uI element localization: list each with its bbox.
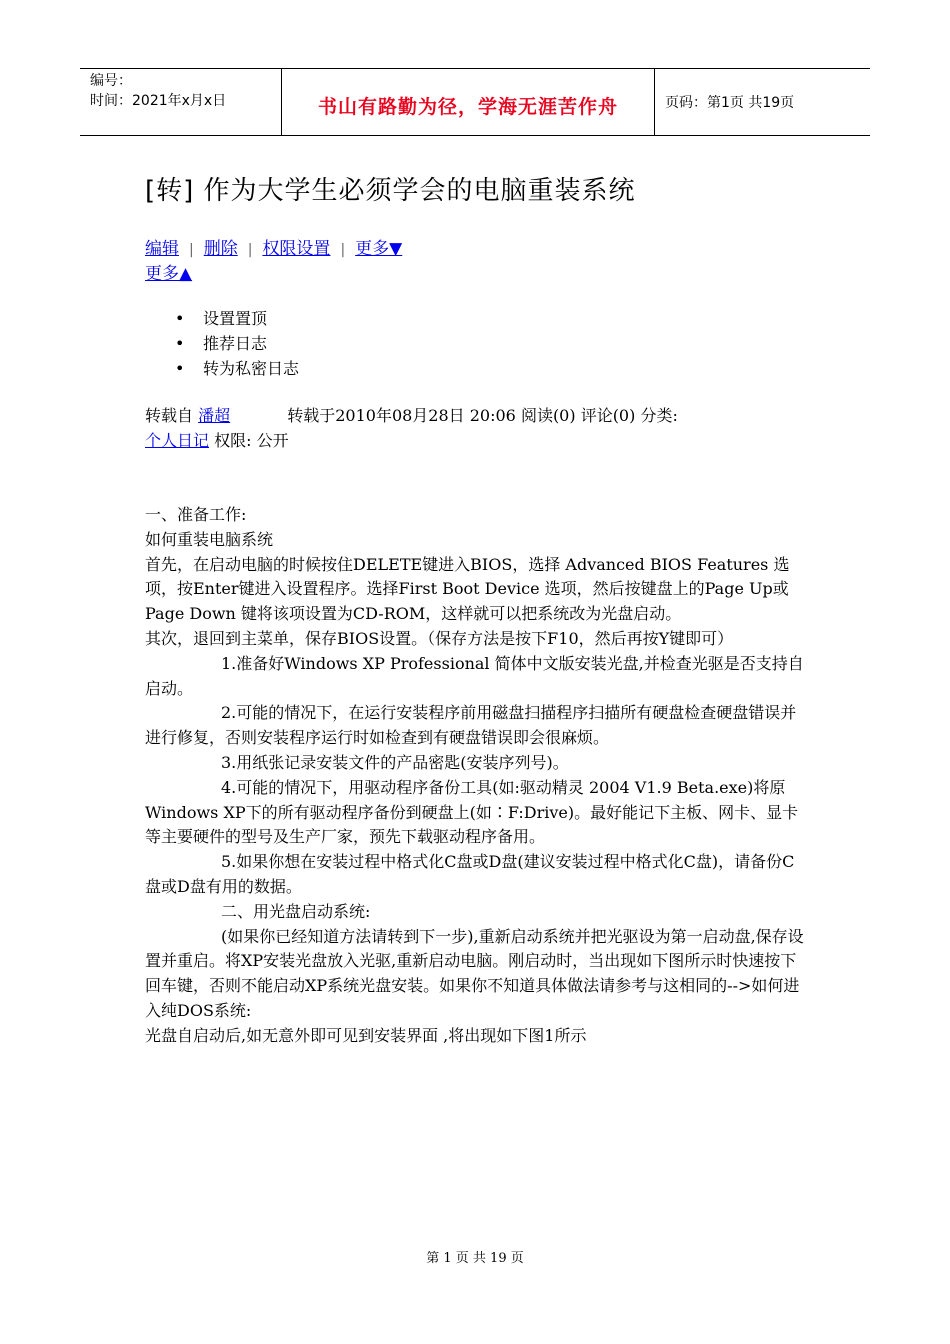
edit-link[interactable]: 编辑 [145, 239, 179, 259]
page-header [80, 68, 870, 136]
article-actions [145, 237, 810, 286]
body-paragraph: 5.如果你想在安装过程中格式化C盘或D盘(建议安装过程中格式化C盘)，请备份C盘或D盘有用的数据。 [145, 852, 795, 896]
author-link[interactable]: 潘超 [198, 406, 231, 425]
permission-info: 权限: 公开 [214, 431, 289, 450]
header-motto: 书山有路勤为径，学海无涯苦作舟 [317, 95, 618, 118]
number-label: 编号： [90, 73, 132, 89]
delete-link[interactable]: 删除 [203, 239, 238, 259]
category-link[interactable]: 个人日记 [145, 431, 210, 450]
header-middle [281, 69, 655, 135]
body-paragraph: 二、用光盘启动系统: [221, 901, 371, 921]
action-separator: | [189, 242, 194, 258]
from-label: 转载自 [145, 406, 194, 425]
body-paragraph: 光盘自启动后,如无意外即可见到安装界面 ,将出现如下图1所示 [145, 1025, 587, 1045]
page-label: 页码：第1页 共19页 [665, 95, 795, 111]
article-title: [转] 作为大学生必须学会的电脑重装系统 [145, 176, 636, 206]
more-down-link[interactable]: 更多▼ [355, 239, 403, 259]
article-content [145, 160, 810, 1049]
body-paragraph: 其次，退回到主菜单，保存BIOS设置。（保存方法是按下F10，然后再按Y键即可） [145, 628, 734, 648]
menu-item-recommend[interactable]: • 推荐日志 [175, 331, 810, 356]
action-separator: | [340, 242, 346, 258]
action-separator: | [247, 242, 253, 258]
header-right [655, 69, 870, 135]
body-paragraph: 一、准备工作: [145, 505, 247, 524]
menu-item-make-private[interactable]: • 转为私密日志 [175, 356, 810, 381]
body-paragraph: 如何重装电脑系统 [145, 529, 274, 549]
body-paragraph: 4.可能的情况下，用驱动程序备份工具(如:驱动精灵 2004 V1.9 Beta.exe)将原Windows XP下的所有驱动程序备份到硬盘上(如∶F:Drive)。最好能记下主板、网卡、显卡等主要硬件的型号及生产厂家，预先下载驱动程序备用。 [145, 777, 799, 847]
body-paragraph: 1.准备好Windows XP Professional 简体中文版安装光盘,并检查光驱是否支持自启动。 [145, 653, 804, 698]
time-label: 时间：2021年x月x日 [90, 93, 227, 109]
body-paragraph: 2.可能的情况下，在运行安装程序前用磁盘扫描程序扫描所有硬盘检查硬盘错误并进行修复，否则安装程序运行时如检查到有硬盘错误即会很麻烦。 [145, 703, 797, 748]
repost-info: 转载于2010年08月28日 20:06 阅读(0) 评论(0) 分类: [287, 406, 678, 425]
header-left [80, 69, 281, 135]
article-body [145, 503, 810, 1049]
body-paragraph: 3.用纸张记录安装文件的产品密匙(安装序列号)。 [221, 752, 569, 772]
body-paragraph: 首先，在启动电脑的时候按住DELETE键进入BIOS，选择 Advanced BIOS Features 选项，按Enter键进入设置程序。选择First Boot Device 选项，然后按键盘上的Page Up或Page Down 键将该项设置为CD-ROM，这样就可以把系统改为光盘启动。 [145, 554, 790, 624]
menu-item-pin-top[interactable]: • 设置置顶 [175, 306, 810, 331]
more-up-link[interactable]: 更多▲ [145, 264, 193, 284]
body-paragraph: (如果你已经知道方法请转到下一步),重新启动系统并把光驱设为第一启动盘,保存设置并重启。将XP安装光盘放入光驱,重新启动电脑。刚启动时，当出现如下图所示时快速按下回车键，否则不能启动XP系统光盘安装。如果你不知道具体做法请参考与这相同的-->如何进入纯DOS系统: [145, 926, 804, 1020]
page-footer: 第 1 页 共 19 页 [426, 1251, 524, 1266]
more-menu [145, 306, 810, 381]
article-meta [145, 403, 810, 453]
permission-link[interactable]: 权限设置 [262, 239, 331, 259]
